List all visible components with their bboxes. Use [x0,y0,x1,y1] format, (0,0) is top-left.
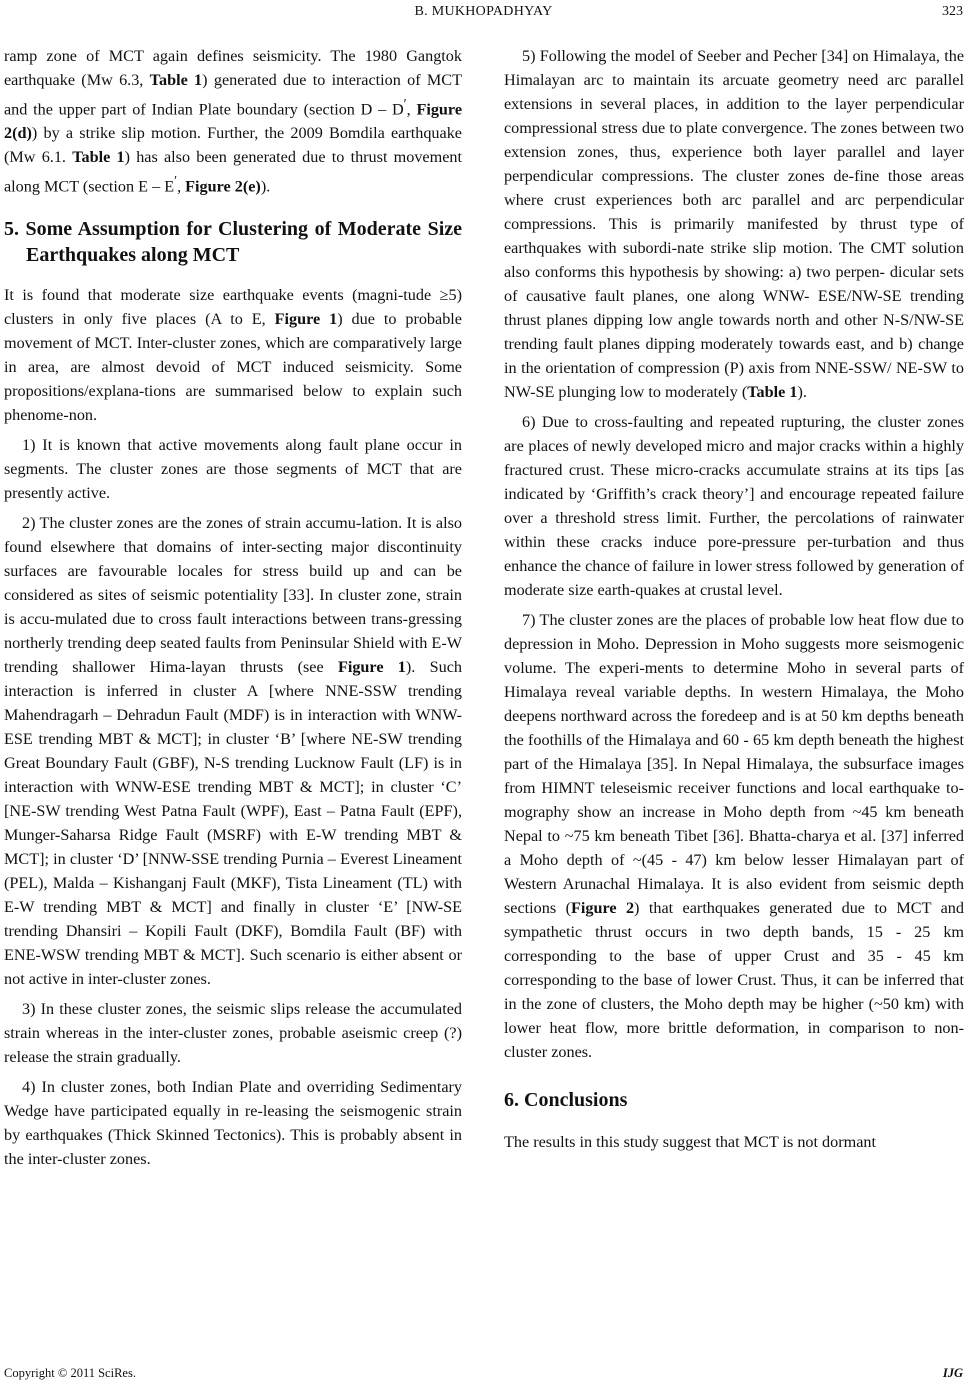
paragraph-continued: ramp zone of MCT again defines seismicity. The 1980 Gangtok earthquake (Mw 6.3, Table 1) generated due to interaction of MCT and the upper part of Indian Plate boundary (section D – D′, Figure 2(d)) by a strike slip motion. Further, the 2009 Bomdila earthquake (Mw 6.1. Table 1) has also been generated due to thrust movement along MCT (section E – E′, Figure 2(e)). [4,47,463,196]
proposition-4: 4) In cluster zones, both Indian Plate and overriding Sedimentary Wedge have participated equally in re-leasing the seismogenic strain by earthquakes (Thick Skinned Tectonics). This is probably absent in the inter-cluster zones. [4,1077,462,1168]
proposition-6: 6) Due to cross-faulting and repeated rupturing, the cluster zones are places of newly developed micro and major cracks within a highly fractured crust. These micro-cracks accumulate strains at its tips [as indicated by ‘Griffith’s crack theory’] and encourage repeated failure over a threshold stress limit. Further, the percolations of rainwater within these cracks induce pore-pressure per-turbation and thus enhance the chance of failure in lower stress followed by generation of moderate size earth-quakes at crustal level. [504,413,964,599]
proposition-5: 5) Following the model of Seeber and Pecher [34] on Himalaya, the Himalayan arc to maintain its arcuate geometry need arc parallel extensions in several places, in addition to the layer perpendicular compressional stress due to plate convergence. The zones between two extension zones, thus, experience both layer parallel and layer perpendicular compressions. The cluster zones de-fine those areas where crust experiences both arc parallel and arc perpendicular compressions. This is primarily manifested by thrust type of earthquakes with subordi-nate strike slip motion. The CMT solution also conforms this hypothesis by showing: a) two perpen- dicular sets of causative fault planes, one along WNW- ESE/NW-SE trending thrust planes dipping low angle towards north and other N-S/NW-SE trending fault planes dipping moderately towards east, and b) change in the orientation of compression (P) axis from NNE-SSW/ NE-SW to NW-SE plunging low to moderately (Table 1). [504,47,964,401]
section-6-heading: 6. Conclusions [504,1089,628,1111]
table-1-ref[interactable]: Table 1 [747,383,798,401]
conclusion-paragraph: The results in this study suggest that MCT is not dormant [504,1133,877,1151]
proposition-1: 1) It is known that active movements along fault plane occur in segments. The cluster zones are those segments of MCT that are presently active. [4,435,462,502]
left-column [4,44,462,1171]
table-1-ref[interactable]: Table 1 [149,71,203,89]
section-5-heading: 5. Some Assumption for Clustering of Moderate Size Earthquakes along MCT [4,217,462,266]
running-head-author: B. MUKHOPADHYAY [414,4,553,19]
table-1-ref[interactable]: Table 1 [72,148,125,167]
running-head [0,4,967,24]
figure-2-ref[interactable]: Figure 2 [570,899,635,917]
figure-1-ref[interactable]: Figure 1 [337,657,406,676]
figure-2e-ref[interactable]: Figure 2(e) [185,177,261,196]
section-5-intro: It is found that moderate size earthquake events (magni-tude ≥5) clusters in only five places (A to E, Figure 1) due to probable movement of MCT. Inter-cluster zones, which are comparatively large in area, are almost devoid of MCT induced seismicity. Some propositions/explana-tions are summarised below to explain such phenome-non. [4,285,462,424]
figure-1-ref[interactable]: Figure 1 [274,309,338,328]
copyright-notice: Copyright © 2011 SciRes. [4,1366,136,1380]
right-column [504,44,964,1154]
journal-abbreviation: IJG [942,1366,963,1380]
proposition-2: 2) The cluster zones are the zones of strain accumu-lation. It is also found elsewhere that domains of inter-secting major discontinuity surfaces are favourable locales for stress build up and can be considered as sites of seismic potentiality [33]. In cluster zone, strain is accu-mulated due to cross fault interactions between trans-gressing northerly trending deep seated faults from Peninsular Shield with E-W trending shallower Hima-layan thrusts (see Figure 1). Such interaction is inferred in cluster A [where NNE-SSW trending Mahendragarh – Dehradun Fault (MDF) is in interaction with WNW-ESE trending MBT & MCT]; in cluster ‘B’ [where NE-SW trending Great Boundary Fault (GBF), N-S trending Lucknow Fault (LF) is in interaction with WNW-ESE trending MBT & MCT]; in cluster ‘C’ [NE-SW trending West Patna Fault (WPF), East – Patna Fault (EPF), Munger-Saharsa Ridge Fault (MSRF) with E-W trending MBT & MCT]; in cluster ‘D’ [NNW-SSE trending Purnia – Everest Lineament (PEL), Malda – Kishanganj Fault (MKF), Tista Lineament (TL) with E-W trending MBT & MCT] and finally in cluster ‘E’ [NW-SE trending Dhansiri – Kopili Fault (DKF), Bomdila Fault (BF) with ENE-WSW trending MBT & MCT]. Such scenario is either absent or not active in inter-cluster zones. [4,513,463,988]
proposition-3: 3) In these cluster zones, the seismic slips release the accumulated strain whereas in the inter-cluster zones, probable aseismic creep (?) release the strain gradually. [4,999,462,1066]
proposition-7: 7) The cluster zones are the places of probable low heat flow due to depression in Moho. Depression in Moho suggests more seismogenic volume. The experi-ments to determine Moho in several parts of Himalaya reveal variable depths. In western Himalaya, the Moho deepens northward across the foredeep and is at 50 km depths beneath the foothills of the Himalaya and 60 - 65 km depth beneath the highest part of the Himalaya [35]. In Nepal Himalaya, the subsurface images from HIMNT teleseismic receiver functions and local earthquake to-mography show an increase in Moho depth from ~45 km beneath Nepal to ~75 km beneath Tibet [36]. Bhatta-charya et al. [37] inferred a Moho depth of ~(45 - 47) km below lesser Himalayan part of Western Arunachal Himalaya. It is also evident from seismic depth sections (Figure 2) that earthquakes generated due to MCT and sympathetic thrust occurs in two depth bands, 15 - 25 km corresponding to the base of upper Crust and 35 - 45 km corresponding to the base of lower Crust. Thus, it can be inferred that in the zone of clusters, the Moho depth may be higher (~50 km) with lower heat flow, more brittle deformation, in comparison to non-cluster zones. [504,611,964,1061]
page-number: 323 [942,4,963,19]
figure-2d-ref[interactable]: Figure 2(d) [4,100,463,143]
